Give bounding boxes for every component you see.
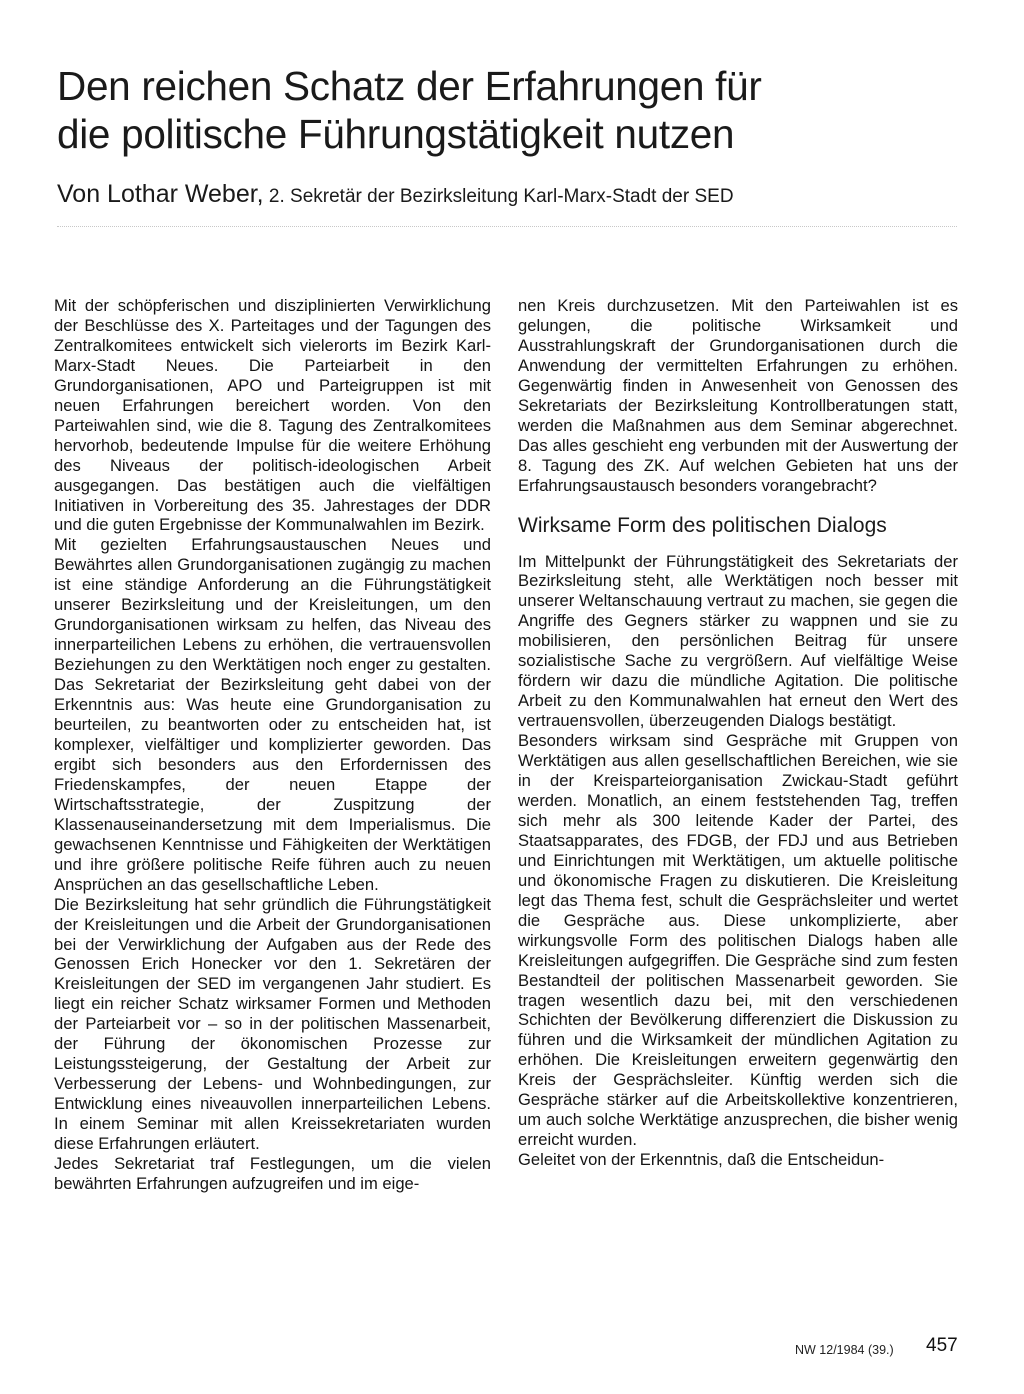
left-paragraph-4: Jedes Sekretariat traf Festlegungen, um die vielen bewährten Erfahrungen aufzugreifen und im eige- bbox=[54, 1153, 491, 1193]
byline-author: Von Lothar Weber, bbox=[57, 180, 264, 208]
right-paragraph-3: Geleitet von der Erkenntnis, daß die Entscheidun- bbox=[518, 1150, 885, 1170]
right-column bbox=[518, 296, 958, 1170]
section-heading: Wirksame Form des politischen Dialogs bbox=[518, 513, 887, 537]
journal-reference: NW 12/1984 (39.) bbox=[795, 1343, 894, 1357]
right-paragraph-2: Besonders wirksam sind Gespräche mit Gruppen von Werktätigen aus allen gesellschaftlichen Bereichen, wie sie in der Kreisparteiorganisation Zwickau-Stadt geführt werden. Monatlich, an einem feststehenden Tag, treffen sich mehr als 300 leitende Kader der Partei, des Staatsapparates, des FDGB, der FDJ und aus Betrieben und Einrichtungen mit Werktätigen, um aktuelle politische und ökonomische Fragen zu diskutieren. Die Kreisleitung legt das Thema fest, schult die Gesprächsleiter und wertet die Gespräche aus. Diese unkomplizierte, aber wirkungsvolle Form des politischen Dialogs haben alle Kreisleitungen aufgegriffen. Die Gespräche sind zum festen Bestandteil der politischen Massenarbeit geworden. Sie tragen wesentlich dazu bei, mit den verschiedenen Schichten der Bevölkerung differenziert die Diskussion zu führen und die Wirksamkeit der mündlichen Agitation zu erhöhen. Die Kreisleitungen erweitern gegenwärtig den Kreis der Gesprächsleiter. Künftig werden sich die Gespräche stärker auf die Arbeitskollektive konzentrieren, um auch solche Werktätige anzusprechen, die bisher wenig erreicht wurden. bbox=[518, 731, 958, 1150]
left-paragraph-2: Mit gezielten Erfahrungsaustauschen Neues und Bewährtes allen Grundorganisationen zugängig zu machen ist eine ständige Anforderung an die Führungstätigkeit unserer Bezirksleitung und der Kreisleitungen, um den Grundorganisationen wirksam zu helfen, das Niveau des innerparteilichen Lebens zu erhöhen, die vertrauensvollen Beziehungen zu den Werktätigen noch enger zu gestalten. Das Sekretariat der Bezirksleitung geht dabei von der Erkenntnis aus: Was heute eine Grundorganisation zu beurteilen, zu beantworten oder zu entscheiden hat, ist komplexer, vielfältiger und komplizierter geworden. Das ergibt sich besonders aus den Erfordernissen des Friedenskampfes, der neuen Etappe der Wirtschaftsstrategie, der Zuspitzung der Klassenauseinandersetzung mit dem Imperialismus. Die gewachsenen Kenntnisse und Fähigkeiten der Werktätigen und ihre größere politische Reife führen auch zu neuen Ansprüchen an das gesellschaftliche Leben. bbox=[54, 535, 491, 894]
left-paragraph-3: Die Bezirksleitung hat sehr gründlich die Führungstätigkeit der Kreisleitungen und die Arbeit der Grundorganisationen bei der Verwirklichung der Aufgaben aus der Rede des Genossen Erich Honecker vor den 1. Sekretären der Kreisleitungen der SED im vergangenen Jahr studiert. Es liegt ein reicher Schatz wirksamer Formen und Methoden der Parteiarbeit vor – so in der politischen Massenarbeit, der Führung der ökonomischen Prozesse zur Leistungssteigerung, der Gestaltung der Arbeit zur Verbesserung der Lebens- und Wohnbedingungen, zur Entwicklung eines niveauvollen innerparteilichen Lebens. In einem Seminar mit allen Kreissekretariaten wurden diese Erfahrungen erläutert. bbox=[54, 894, 491, 1154]
headline-line-1: Den reichen Schatz der Erfahrungen für bbox=[57, 63, 762, 109]
right-paragraph-intro: nen Kreis durchzusetzen. Mit den Parteiwahlen ist es gelungen, die politische Wirksamkeit und Ausstrahlungskraft der Grundorganisationen durch die Anwendung der vermittelten Erfahrungen zu erhöhen. Gegenwärtig finden in Anwesenheit von Genossen des Sekretariats der Bezirksleitung Kontrollberatungen statt, werden die Maßnahmen aus dem Seminar abgerechnet. Das alles geschieht eng verbunden mit der Auswertung der 8. Tagung des ZK. Auf welchen Gebieten hat uns der Erfahrungsaustausch besonders vorangebracht? bbox=[518, 296, 958, 495]
right-paragraph-1: Im Mittelpunkt der Führungstätigkeit des Sekretariats der Bezirksleitung steht, alle Werktätigen noch besser mit unserer Weltanschauung vertraut zu machen, sie gegen die Angriffe des Gegners stärker zu wappnen und sie zu mobilisieren, den persönlichen Beitrag für unsere sozialistische Sache zu vergrößern. Auf vielfältige Weise fördern wir dazu die mündliche Agitation. Die politische Arbeit zu den Kommunalwahlen hat erneut den Wert des vertrauensvollen, überzeugenden Dialogs bestätigt. bbox=[518, 551, 958, 731]
article-byline bbox=[57, 181, 957, 210]
left-paragraph-1: Mit der schöpferischen und disziplinierten Verwirklichung der Beschlüsse des X. Parteitages und der Tagungen des Zentralkomitees entwickelt sich vielerorts im Bezirk Karl-Marx-Stadt Neues. Die Parteiarbeit in den Grundorganisationen, APO und Parteigruppen ist mit neuen Erfahrungen bereichert worden. Von den Parteiwahlen sind, wie die 8. Tagung des Zentralkomitees hervorhob, bedeutende Impulse für die weitere Erhöhung des Niveaus der politisch-ideologischen Arbeit ausgegangen. Das bestätigen auch die vielfältigen Initiativen in Vorbereitung des 35. Jahrestages der DDR und die guten Ergebnisse der Kommunalwahlen im Bezirk. bbox=[54, 296, 491, 535]
header-divider bbox=[57, 226, 957, 227]
left-column bbox=[54, 296, 491, 1194]
byline-role: 2. Sekretär der Bezirksleitung Karl-Marx-Stadt der SED bbox=[263, 186, 734, 207]
article-headline bbox=[57, 62, 937, 158]
headline-line-2: die politische Führungstätigkeit nutzen bbox=[57, 111, 735, 157]
page-number: 457 bbox=[926, 1335, 958, 1356]
